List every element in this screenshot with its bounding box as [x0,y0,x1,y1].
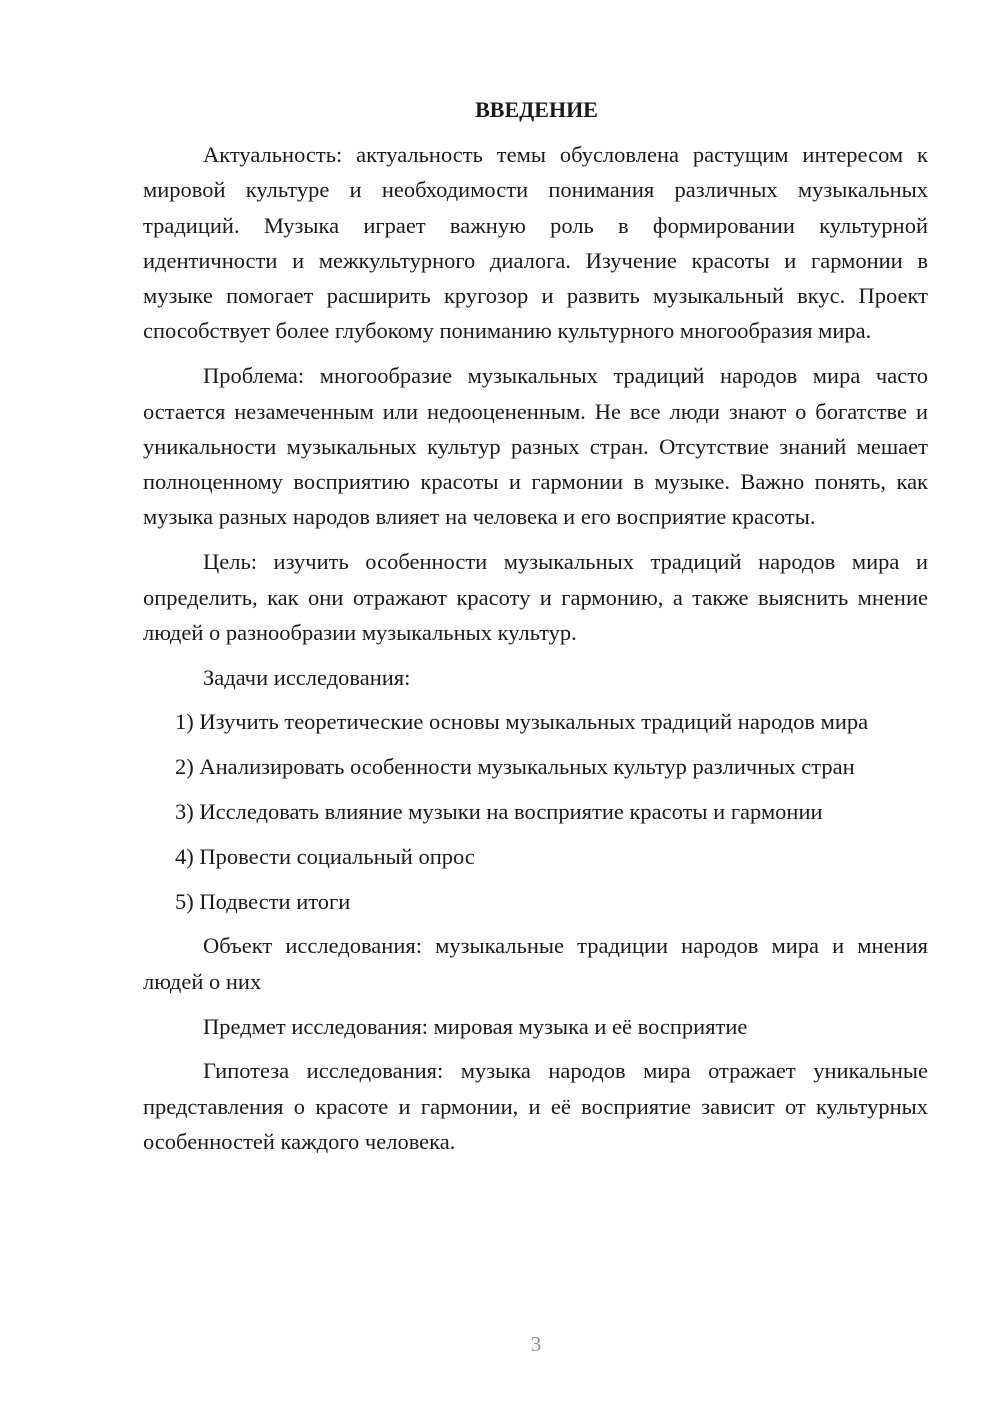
paragraph-relevance: Актуальность: актуальность темы обусловлена растущим интересом к мировой культуре и необходимости понимания различных музыкальных традиций. Музыка играет важную роль в формировании культурной идентичности и межкультурного диалога. Изучение красоты и гармонии в музыке помогает расширить кругозор и развить музыкальный вкус. Проект способствует более глубокому пониманию культурного многообразия мира. [143,142,928,344]
page-content [143,95,928,1169]
paragraph-subject: Предмет исследования: мировая музыка и её восприятие [203,1013,748,1039]
paragraph-goal: Цель: изучить особенности музыкальных традиций народов мира и определить, как они отражают красоту и гармонию, а также выяснить мнение людей о разнообразии музыкальных культур. [143,549,928,645]
task-item-4: 4) Провести социальный опрос [175,843,475,869]
task-item-3: 3) Исследовать влияние музыки на восприятие красоты и гармонии [175,799,823,825]
task-item-5: 5) Подвести итоги [175,888,351,914]
page-number: 3 [530,1332,542,1356]
page-title: ВВЕДЕНИЕ [475,97,598,122]
paragraph-problem: Проблема: многообразие музыкальных традиций народов мира часто остается незамеченным или недооцененным. Не все люди знают о богатстве и уникальности музыкальных культур разных стран. Отсутствие знаний мешает полноценному восприятию красоты и гармонии в музыке. Важно понять, как музыка разных народов влияет на человека и его восприятие красоты. [143,363,928,530]
task-item-2: 2) Анализировать особенности музыкальных культур различных стран [175,754,855,780]
task-item-1: 1) Изучить теоретические основы музыкальных традиций народов мира [175,709,869,735]
paragraph-hypothesis: Гипотеза исследования: музыка народов мира отражает уникальные представления о красоте и гармонии, и её восприятие зависит от культурных особенностей каждого человека. [143,1058,928,1154]
paragraph-object: Объект исследования: музыкальные традиции народов мира и мнения людей о них [143,933,928,994]
tasks-heading: Задачи исследования: [203,664,411,690]
